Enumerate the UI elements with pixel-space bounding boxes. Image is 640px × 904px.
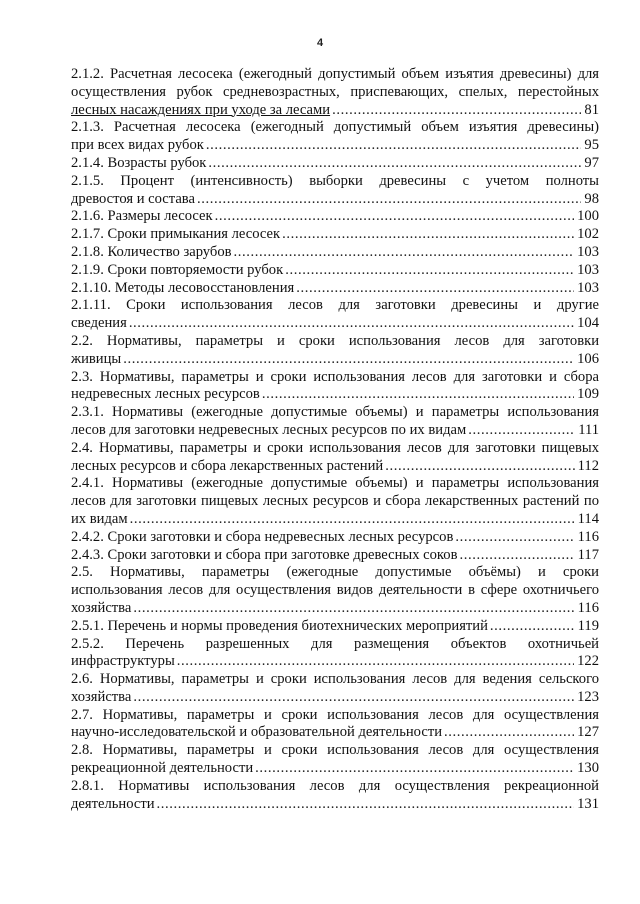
toc-entry-leader-line	[71, 796, 599, 814]
dot-leader	[157, 796, 575, 814]
toc-page-number: 103	[577, 261, 599, 278]
toc-entry[interactable]	[71, 707, 599, 743]
toc-entry-title: 2.1.6. Размеры лесосек	[71, 208, 213, 225]
dot-leader	[255, 760, 574, 778]
toc-entry-leader-line	[71, 618, 599, 636]
toc-entry-leader-line	[71, 600, 599, 618]
toc-entry-title: 2.1.10. Методы лесовосстановления	[71, 279, 295, 296]
toc-page-number: 100	[577, 208, 599, 225]
dot-leader	[130, 511, 575, 529]
toc-entry-leader-line	[71, 191, 599, 209]
toc-entry-title: научно-исследовательской и образовательной деятельности	[71, 724, 443, 741]
toc-entry[interactable]	[71, 547, 599, 565]
toc-entry-leader-line	[71, 511, 599, 529]
toc-entry-line: 2.2. Нормативы, параметры и сроки использования лесов для заготовки	[71, 332, 599, 349]
toc-entry-line: 2.6. Нормативы, параметры и сроки использования лесов для ведения сельского	[71, 671, 599, 688]
toc-entry-title: хозяйства	[71, 599, 132, 616]
toc-entry-line: 2.4. Нормативы, параметры и сроки использования лесов для заготовки пищевых	[71, 439, 599, 456]
toc-page-number: 98	[584, 190, 599, 207]
dot-leader	[133, 689, 574, 707]
toc-entry[interactable]	[71, 244, 599, 262]
toc-page-number: 116	[577, 599, 599, 616]
toc-entry-title: 2.1.7. Сроки примыкания лесосек	[71, 226, 281, 243]
toc-entry-title: 2.4.3. Сроки заготовки и сбора при заготовке древесных соков	[71, 546, 458, 563]
toc-entry-line: 2.8.1. Нормативы использования лесов для осуществления рекреационной	[71, 777, 599, 794]
toc-entry-title: лесов для заготовки недревесных лесных ресурсов по их видам	[71, 421, 467, 438]
toc-entry-leader-line	[71, 137, 599, 155]
toc-entry-leader-line	[71, 547, 599, 565]
toc-entry[interactable]	[71, 778, 599, 814]
toc-entry-title: рекреационной деятельности	[71, 760, 254, 777]
toc-entry[interactable]	[71, 440, 599, 476]
dot-leader	[385, 458, 574, 476]
toc-entry-leader-line	[71, 653, 599, 671]
toc-entry-leader-line	[71, 280, 599, 298]
toc-entry-title: лесных насаждениях при уходе за лесами	[71, 101, 331, 118]
toc-entry[interactable]	[71, 564, 599, 617]
toc-entry-title: 2.4.2. Сроки заготовки и сбора недревесных лесных ресурсов	[71, 528, 454, 545]
toc-entry-line: осуществления рубок средневозрастных, приспевающих, спелых, перестойных	[71, 83, 599, 100]
toc-entry-title: деятельности	[71, 795, 155, 812]
toc-entry-title: 2.1.4. Возрасты рубок	[71, 154, 207, 171]
toc-entry-leader-line	[71, 422, 599, 440]
dot-leader	[282, 226, 574, 244]
toc-page-number: 95	[584, 137, 599, 154]
toc-page-number: 106	[577, 350, 599, 367]
dot-leader	[129, 315, 574, 333]
toc-page-number: 112	[577, 457, 599, 474]
toc-page-number: 97	[584, 154, 599, 171]
dot-leader	[455, 529, 574, 547]
dot-leader	[177, 653, 574, 671]
toc-page-number: 102	[577, 226, 599, 243]
toc-entry-line: 2.4.1. Нормативы (ежегодные допустимые объемы) и параметры использования	[71, 475, 599, 492]
toc-entry-leader-line	[71, 226, 599, 244]
toc-entry[interactable]	[71, 262, 599, 280]
dot-leader	[332, 102, 581, 120]
toc-entry-leader-line	[71, 760, 599, 778]
toc-page-number: 116	[577, 528, 599, 545]
dot-leader	[285, 262, 574, 280]
toc-entry-leader-line	[71, 458, 599, 476]
page-number: 4	[316, 37, 324, 49]
toc-page-number: 109	[577, 386, 599, 403]
toc-entry-line: 2.1.3. Расчетная лесосека (ежегодный допустимый объем изъятия древесины)	[71, 119, 599, 136]
toc-entry-leader-line	[71, 155, 599, 173]
toc-entry-line: 2.1.11. Сроки использования лесов для заготовки древесины и другие	[71, 297, 599, 314]
toc-entry-title: живицы	[71, 350, 122, 367]
toc-page-number: 81	[584, 101, 599, 118]
toc-page-number: 103	[577, 279, 599, 296]
toc-entry-leader-line	[71, 386, 599, 404]
toc-entry[interactable]	[71, 636, 599, 672]
toc-entry-leader-line	[71, 315, 599, 333]
dot-leader	[262, 386, 574, 404]
dot-leader	[208, 155, 581, 173]
toc-page-number: 119	[577, 617, 599, 634]
toc-entry[interactable]	[71, 226, 599, 244]
toc-entry[interactable]	[71, 369, 599, 405]
toc-entry-leader-line	[71, 724, 599, 742]
toc-page-number: 122	[577, 653, 599, 670]
toc-entry-line: использования лесов для осуществления видов деятельности в сфере охотничьего	[71, 582, 599, 599]
toc-entry-title: 2.1.8. Количество зарубов	[71, 243, 232, 260]
toc-entry-title: при всех видах рубок	[71, 137, 204, 154]
toc-page-number: 130	[577, 760, 599, 777]
toc-entry[interactable]	[71, 671, 599, 707]
toc-entry-line: 2.8. Нормативы, параметры и сроки использования лесов для осуществления	[71, 742, 599, 759]
toc-page-number: 117	[577, 546, 599, 563]
toc-entry-line: 2.7. Нормативы, параметры и сроки использования лесов для осуществления	[71, 706, 599, 723]
toc-entry[interactable]	[71, 475, 599, 528]
toc-page-number: 103	[577, 243, 599, 260]
toc-entry[interactable]	[71, 280, 599, 298]
toc-entry[interactable]	[71, 155, 599, 173]
dot-leader	[133, 600, 574, 618]
toc-entry-leader-line	[71, 208, 599, 226]
toc-page-number: 114	[577, 510, 599, 527]
toc-entry-leader-line	[71, 244, 599, 262]
dot-leader	[197, 191, 581, 209]
toc-entry[interactable]	[71, 173, 599, 209]
table-of-contents	[71, 66, 599, 813]
toc-entry-line: 2.1.2. Расчетная лесосека (ежегодный допустимый объем изъятия древесины) для	[71, 66, 599, 82]
dot-leader	[444, 724, 574, 742]
toc-entry-title: хозяйства	[71, 688, 132, 705]
toc-page-number: 104	[577, 315, 599, 332]
toc-entry-title: инфраструктуры	[71, 653, 175, 670]
toc-entry-title: сведения	[71, 315, 127, 332]
toc-entry-title: недревесных лесных ресурсов	[71, 386, 260, 403]
toc-entry-title: 2.1.9. Сроки повторяемости рубок	[71, 261, 284, 278]
dot-leader	[234, 244, 575, 262]
toc-entry-line: 2.3. Нормативы, параметры и сроки использования лесов для заготовки и сбора	[71, 368, 599, 385]
toc-entry-leader-line	[71, 102, 599, 120]
toc-entry-line: 2.5. Нормативы, параметры (ежегодные допустимые объёмы) и сроки	[71, 564, 599, 581]
dot-leader	[206, 137, 582, 155]
dot-leader	[296, 280, 574, 298]
dot-leader	[459, 547, 574, 565]
toc-page-number: 111	[578, 421, 599, 438]
toc-entry-line: 2.3.1. Нормативы (ежегодные допустимые объемы) и параметры использования	[71, 404, 599, 421]
toc-entry[interactable]	[71, 618, 599, 636]
toc-entry-line: лесов для заготовки пищевых лесных ресурсов и сбора лекарственных растений по	[71, 493, 599, 510]
toc-entry-leader-line	[71, 262, 599, 280]
toc-entry-leader-line	[71, 689, 599, 707]
dot-leader	[490, 618, 575, 636]
toc-entry[interactable]	[71, 119, 599, 155]
toc-page-number: 127	[577, 724, 599, 741]
toc-entry[interactable]	[71, 742, 599, 778]
toc-entry[interactable]	[71, 208, 599, 226]
toc-entry-leader-line	[71, 529, 599, 547]
toc-entry[interactable]	[71, 404, 599, 440]
toc-entry-title: лесных ресурсов и сбора лекарственных растений	[71, 457, 384, 474]
dot-leader	[468, 422, 575, 440]
dot-leader	[215, 208, 575, 226]
toc-entry[interactable]	[71, 529, 599, 547]
toc-entry-title: древостоя и состава	[71, 190, 195, 207]
dot-leader	[123, 351, 574, 369]
toc-entry-title: 2.5.1. Перечень и нормы проведения биотехнических мероприятий	[71, 617, 488, 634]
toc-entry[interactable]	[71, 333, 599, 369]
toc-page-number: 123	[577, 688, 599, 705]
toc-entry[interactable]	[71, 297, 599, 333]
toc-entry-title: их видам	[71, 510, 128, 527]
toc-entry-line: 2.1.5. Процент (интенсивность) выборки древесины с учетом полноты	[71, 172, 599, 189]
toc-entry-leader-line	[71, 351, 599, 369]
toc-entry-line: 2.5.2. Перечень разрешенных для размещения объектов охотничьей	[71, 635, 599, 652]
toc-entry[interactable]	[71, 66, 599, 119]
toc-page-number: 131	[577, 795, 599, 812]
